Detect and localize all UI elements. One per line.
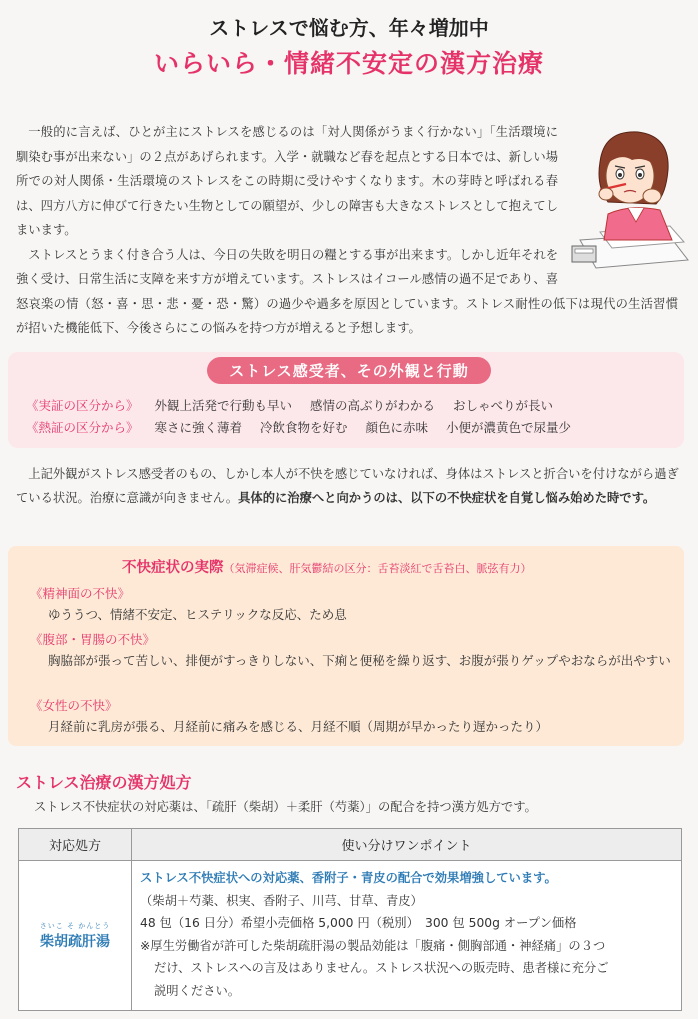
page-title: いらいら・情緒不安定の漢方治療	[153, 49, 544, 78]
stress-appearance-heading-label: ストレス感受者、その外観と行動	[207, 357, 491, 384]
female-discomfort-text: 月経前に乳房が張る、月経前に痛みを感じる、月経不順（周期が早かったり遅かったり）	[48, 719, 549, 734]
prescription-name-cell	[19, 861, 132, 1011]
treatment-onset-bold: 具体的に治療へと向かうのは、以下の不快症状を自覚し悩み始めた時です。	[238, 491, 656, 505]
prescription-section-title: ストレス治療の漢方処方	[16, 773, 192, 792]
abdominal-discomfort-text: 胸脇部が張って苦しい、排便がすっきりしない、下痢と便秘を繰り返す、お腹が張りゲップやおならが出やすい	[48, 653, 671, 668]
heat-pattern-item: 寒さに強く薄着	[154, 420, 243, 435]
treatment-onset-normal: 上記外観がストレス感受者のもの、しかし本人が不快を感じていなければ、身体はストレスと折合いを付けながら過ぎている状況。治療に意識が向きません。	[16, 467, 679, 505]
excess-pattern-item: 外観上活発で行動も早い	[154, 398, 293, 413]
heat-pattern-item: 顔色に赤味	[365, 420, 429, 435]
page-subtitle: ストレスで悩む方、年々増加中	[209, 16, 489, 40]
prescription-price: 48 包（16 日分）希望小売価格 5,000 円（税別） 300 包 500g オープン価格	[140, 916, 577, 930]
excess-pattern-item: 感情の高ぶりがわかる	[310, 398, 436, 413]
prescription-lead: ストレス不快症状への対応薬、香附子・青皮の配合で効果増強しています。	[140, 871, 557, 885]
table-header-row	[19, 829, 682, 861]
heat-pattern-item: 冷飲食物を好む	[260, 420, 348, 435]
prescription-ruby: さいこ そ かんとう	[39, 921, 111, 930]
intro-paragraph-1: 一般的に言えば、ひとが主にストレスを感じるのは「対人関係がうまく行かない」「生活環境に馴染む事が出来ない」の２点があげられます。入学・就職など春を起点とする日本では、新しい場所での対人関係・生活環境のストレスをこの時期に受けやすくなります。木の芽時と呼ばれる春は、四方八方に伸びて行きたい生物としての願望が、少しの障害も大きなストレスとして抱えてしまいます。	[16, 125, 558, 237]
female-discomfort-label: 《女性の不快》	[30, 698, 118, 713]
symptoms-title-text: 不快症状の実際	[122, 559, 224, 576]
heat-pattern-row	[26, 418, 571, 436]
intro-paragraph-2: ストレスとうまく付き合う人は、今日の失敗を明日の糧とする事が出来ます。しかし近年それを強く受け、日常生活に支障を来す方が増えています。ストレスはイコール感情の過不足であり、喜怒哀楽の情（怒・喜・思・悲・憂・恐・驚）の過少や過多を原因としています。ストレス耐性の低下は現代の生活習慣が招いた機能低下、今後さらにこの悩みを持つ方が増えると予想します。	[16, 247, 678, 335]
col-onepoint-header: 使い分けワンポイント	[132, 829, 682, 861]
col-prescription-header: 対応処方	[19, 829, 132, 861]
stress-appearance-heading	[0, 357, 698, 384]
mental-discomfort-label: 《精神面の不快》	[30, 586, 131, 601]
symptoms-title	[122, 556, 532, 577]
table-row	[19, 861, 682, 1011]
prescription-ingredients: （柴胡＋芍薬、枳実、香附子、川芎、甘草、青皮）	[140, 893, 423, 908]
excess-pattern-item: おしゃべりが長い	[453, 398, 554, 413]
prescription-note-3: 説明ください。	[154, 983, 241, 998]
heat-pattern-item: 小便が濃黄色で尿量少	[446, 420, 572, 435]
prescription-note-1: ※厚生労働省が許可した柴胡疏肝湯の製品効能は「腹痛・側胸部通・神経痛」の３つ	[140, 938, 606, 953]
prescription-name: 柴胡疏肝湯	[40, 933, 110, 950]
excess-pattern-row	[26, 396, 553, 414]
prescription-detail-cell	[132, 861, 682, 1011]
abdominal-discomfort-label: 《腹部・胃腸の不快》	[30, 632, 156, 647]
prescription-note-2: だけ、ストレスへの言及はありません。ストレス状況への販売時、患者様に充分ご	[154, 961, 609, 975]
symptoms-title-note: （気滞症候、肝気鬱結の区分：舌苔淡紅で舌苔白、脈弦有力）	[223, 562, 532, 575]
intro-text	[16, 120, 678, 341]
mental-discomfort-text: ゆううつ、情緒不安定、ヒステリックな反応、ため息	[48, 607, 347, 622]
treatment-onset-text	[16, 462, 682, 510]
excess-pattern-label: 《実証の区分から》	[26, 398, 139, 413]
heat-pattern-label: 《熱証の区分から》	[26, 420, 139, 435]
prescription-section-desc: ストレス不快症状の対応薬は、「疏肝（柴胡）＋柔肝（芍薬）」の配合を持つ漢方処方です。	[34, 800, 537, 814]
prescription-table	[18, 828, 682, 1011]
